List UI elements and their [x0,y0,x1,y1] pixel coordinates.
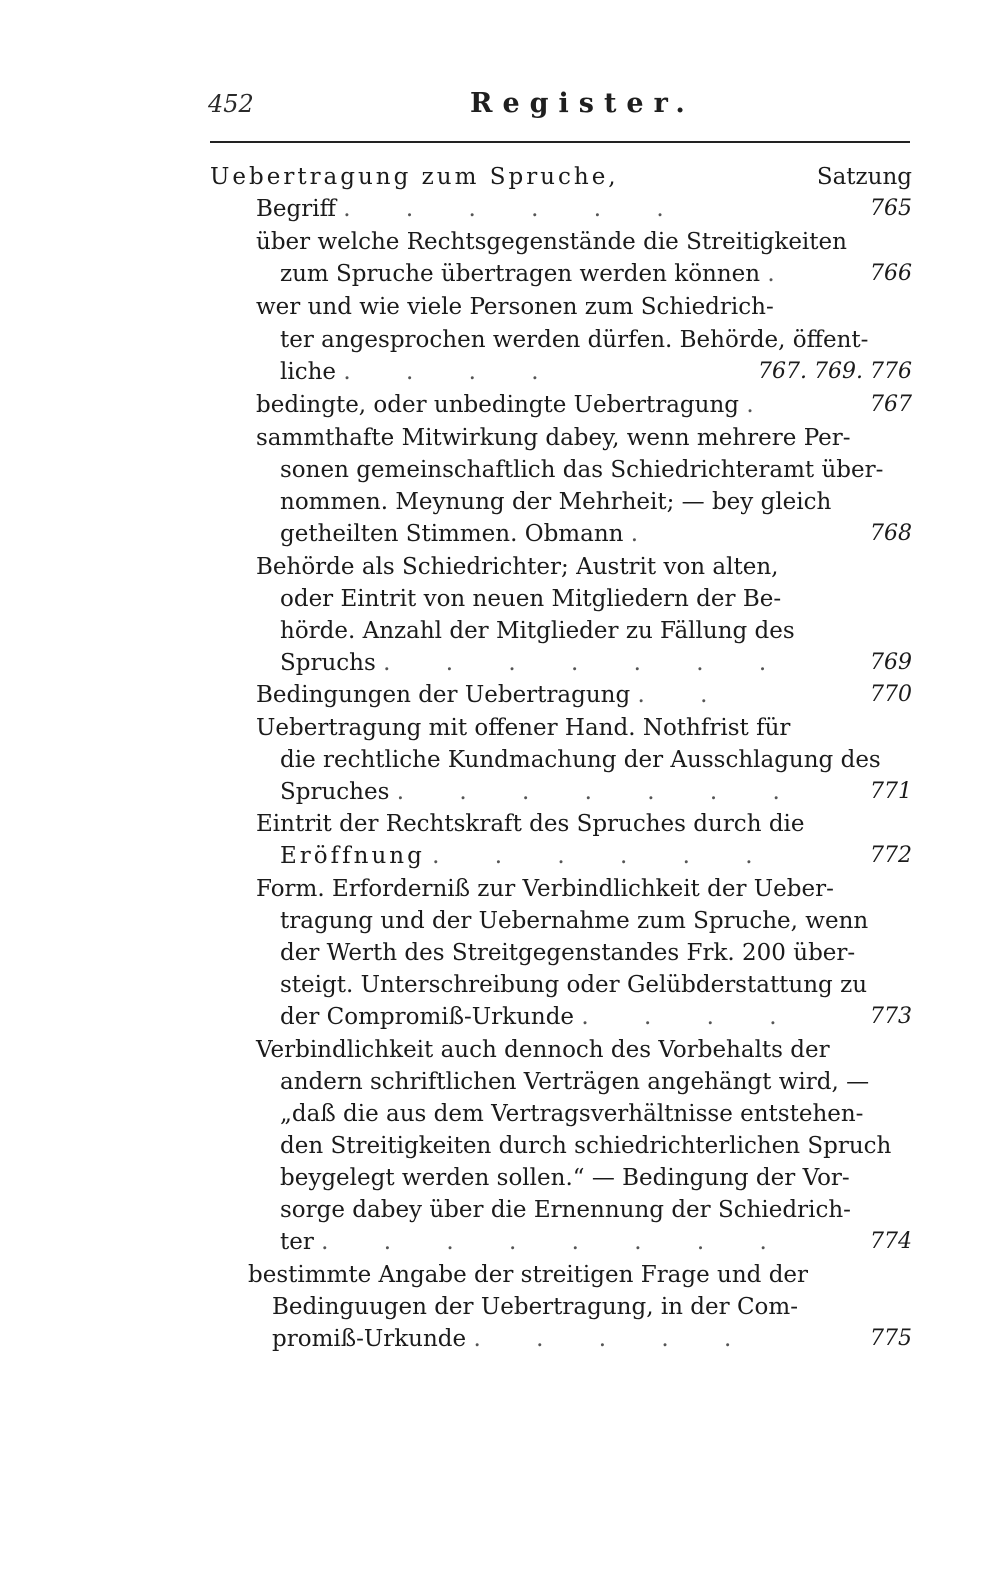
entry-line [256,390,778,422]
entry-text: ter [280,1229,314,1255]
entry-line: ter angesprochen werden dürfen. Behörde, öffent- [280,327,869,353]
entry-line [280,1227,791,1259]
entry-text: zum Spruche übertragen werden können [280,261,761,287]
entry-heading: Uebertragung zum Spruche, [210,164,619,190]
entry-text: Eröffnung [280,843,425,869]
entry-text: der Compromiß-Urkunde [280,1004,575,1030]
page-ref: 772 [870,843,912,868]
leader-dots: . [630,521,663,547]
entry-line [280,357,563,389]
entry-text: promiß-Urkunde [272,1326,467,1352]
page-ref: 770 [870,682,912,707]
entry-line: hörde. Anzahl der Mitglieder zu Fällung des [280,618,795,644]
leader-dots: . . . . . . . . [321,1229,791,1255]
entry-line: Bedinguugen der Uebertragung, in der Com- [272,1294,798,1320]
running-header: Register. [470,88,695,119]
header-rule [210,141,910,143]
entry-text: getheilten Stimmen. Obmann [280,521,624,547]
entry-line [280,1002,801,1034]
entry-text: liche [280,359,337,385]
entry-line [280,777,804,809]
leader-dots: . . [637,682,732,708]
entry-line: Verbindlichkeit auch dennoch des Vorbehalts der [256,1037,830,1063]
page-number: 452 [208,90,254,118]
entry-line: sonen gemeinschaftlich das Schiedrichteramt über- [280,457,884,483]
page-ref: 767. 769. 776 [758,359,912,384]
entry-line: steigt. Unterschreibung oder Gelübderstattung zu [280,972,868,998]
entry-heading-right: Satzung [816,164,912,190]
entry-line: beygelegt werden sollen.“ — Bedingung der Vor- [280,1165,850,1191]
entry-text: bedingte, oder unbedingte Uebertragung [256,392,739,418]
leader-dots: . . . . . . . [396,779,804,805]
page-ref: 775 [870,1326,912,1351]
entry-line: andern schriftlichen Verträgen angehängt wird, — [280,1069,870,1095]
entry-line: sammthafte Mitwirkung dabey, wenn mehrere Per- [256,425,851,451]
entry-line: oder Eintrit von neuen Mitgliedern der Be- [280,586,782,612]
entry-line: nommen. Meynung der Mehrheit; — bey gleich [280,489,832,515]
leader-dots: . . . . [581,1004,801,1030]
entry-line [272,1324,755,1356]
entry-line: Uebertragung mit offener Hand. Nothfrist für [256,715,791,741]
entry-line: Behörde als Schiedrichter; Austrit von alten, [256,554,779,580]
entry-line: der Werth des Streitgegenstandes Frk. 200 über- [280,940,856,966]
entry-line: bestimmte Angabe der streitigen Frage und der [248,1262,809,1288]
entry-text: Bedingungen der Uebertragung [256,682,631,708]
leader-dots: . [767,261,799,287]
page-ref: 769 [870,650,912,675]
entry-line: tragung und der Uebernahme zum Spruche, wenn [280,908,869,934]
entry-line: wer und wie viele Personen zum Schiedrich- [256,294,774,320]
page-ref: 768 [870,521,912,546]
entry-text: Spruches [280,779,390,805]
entry-text: Spruchs [280,650,376,676]
entry-line: „daß die aus dem Vertragsverhältnisse entstehen- [280,1101,864,1127]
leader-dots: . [746,392,778,418]
entry-line: über welche Rechtsgegenstände die Streitigkeiten [256,229,847,255]
entry-line [256,194,688,226]
entry-text: Begriff [256,196,336,222]
leader-dots: . . . . [343,359,563,385]
entry-line: den Streitigkeiten durch schiedrichterlichen Spruch [280,1133,892,1159]
leader-dots: . . . . . . [432,843,777,869]
entry-line [280,259,799,291]
entry-line: Eintrit der Rechtskraft des Spruches durch die [256,811,805,837]
page-ref: 765 [870,196,912,221]
page-ref: 767 [870,392,912,417]
entry-line: Form. Erforderniß zur Verbindlichkeit der Ueber- [256,876,834,902]
leader-dots: . . . . . [473,1326,756,1352]
entry-line [280,648,790,680]
entry-line: sorge dabey über die Ernennung der Schiedrich- [280,1197,851,1223]
entry-line: die rechtliche Kundmachung der Ausschlagung des [280,747,881,773]
page-ref: 773 [870,1004,912,1029]
page-ref: 774 [870,1229,912,1254]
entry-line [280,519,662,551]
page-ref: 766 [870,261,912,286]
leader-dots: . . . . . . [343,196,688,222]
page-ref: 771 [870,779,912,804]
entry-line [280,841,777,873]
leader-dots: . . . . . . . [383,650,791,676]
entry-line [256,680,731,712]
